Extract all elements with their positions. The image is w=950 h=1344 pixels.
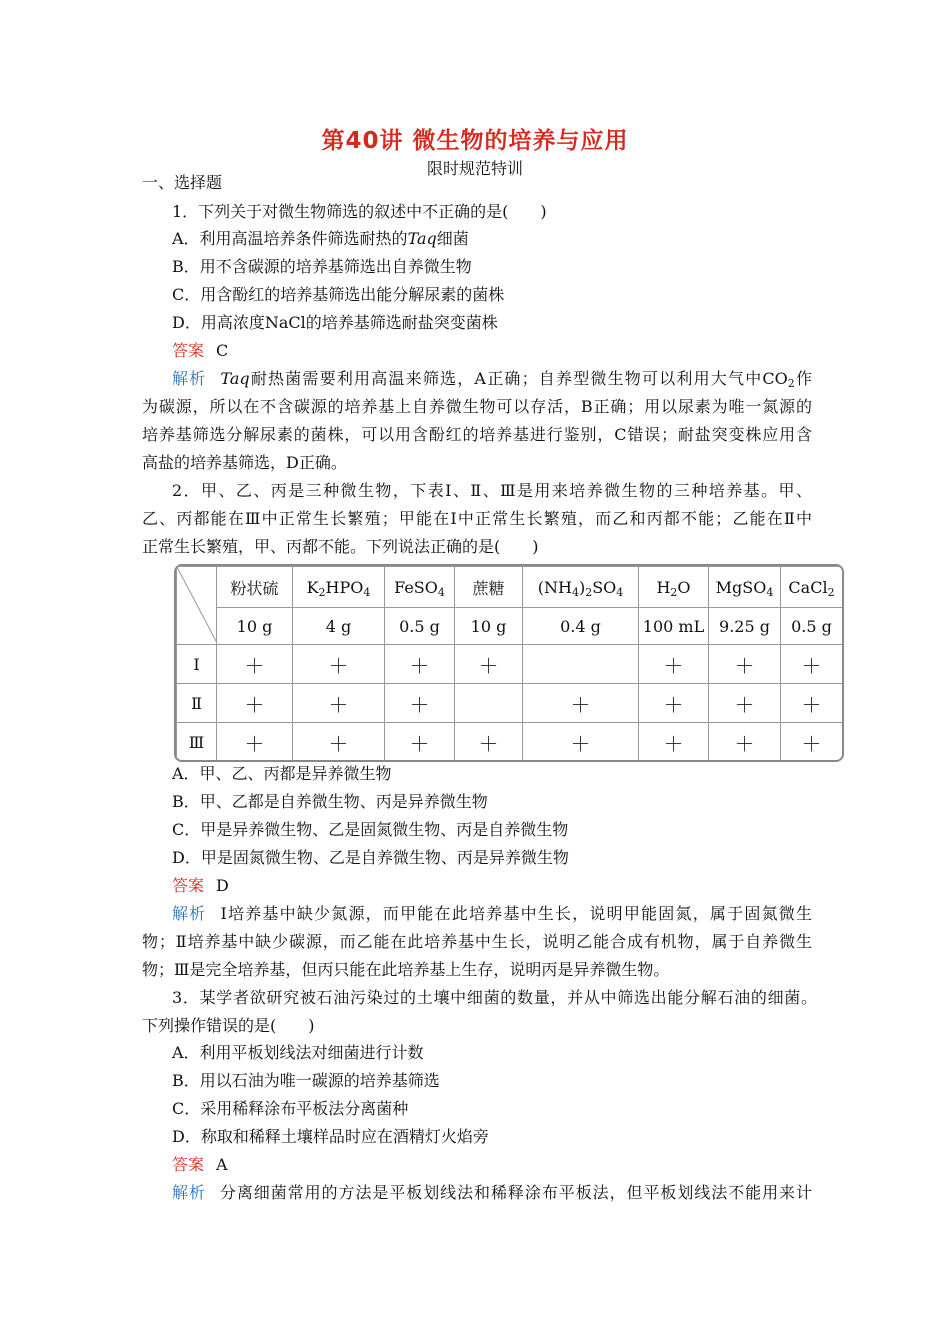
answer-label: 答案	[172, 876, 205, 895]
q1-explanation-line-2: 为碳源，所以在不含碳源的培养基上自养微生物可以存活，B正确；用以尿素为唯一氮源的	[142, 397, 812, 416]
amount-cell: 0.5 g	[781, 608, 843, 645]
table-corner-cell	[177, 567, 217, 645]
plus-cell: ＋	[293, 645, 385, 684]
amount-cell: 0.4 g	[523, 608, 639, 645]
plus-cell: ＋	[217, 645, 293, 684]
q2-stem-line-1: 2．甲、乙、丙是三种微生物，下表Ⅰ、Ⅱ、Ⅲ是用来培养微生物的三种培养基。甲、	[172, 481, 812, 500]
diagonal-line	[177, 567, 217, 643]
col-header-nh4-2so4: $(NH_4)_2SO_4$	[523, 567, 639, 608]
amount-cell: 9.25 g	[709, 608, 781, 645]
q2-option-a: A．甲、乙、丙都是异养微生物	[172, 764, 392, 783]
medium-table	[174, 564, 844, 762]
plus-cell: ＋	[709, 723, 781, 762]
row-header-2: Ⅱ	[177, 684, 217, 723]
table-row	[177, 645, 843, 684]
explanation-label: 解析	[172, 369, 207, 388]
plus-cell: ＋	[639, 684, 709, 723]
q3-option-a: A．利用平板划线法对细菌进行计数	[172, 1043, 424, 1062]
q1-explanation-line-3: 培养基筛选分解尿素的菌株，可以用含酚红的培养基进行鉴别，C错误；耐盐突变株应用含	[142, 425, 812, 444]
amount-cell: 0.5 g	[385, 608, 455, 645]
col-header-mgso4: MgSO$_4$	[709, 567, 781, 608]
q2-stem-line-3: 正常生长繁殖，甲、丙都不能。下列说法正确的是( )	[142, 537, 539, 556]
section-heading: 一、选择题	[142, 173, 223, 192]
q3-explanation-line-1: 解析 分离细菌常用的方法是平板划线法和稀释涂布平板法，但平板划线法不能用来计	[172, 1183, 812, 1202]
plus-cell: ＋	[293, 684, 385, 723]
q3-answer: 答案 A	[172, 1155, 228, 1174]
answer-label: 答案	[172, 1155, 205, 1174]
col-header-feso4: FeSO$_4$	[385, 567, 455, 608]
plus-cell: ＋	[385, 684, 455, 723]
row-header-3: Ⅲ	[177, 723, 217, 762]
plus-cell: ＋	[217, 723, 293, 762]
row-header-1: Ⅰ	[177, 645, 217, 684]
plus-cell: ＋	[523, 723, 639, 762]
q1-option-c: C．用含酚红的培养基筛选出能分解尿素的菌株	[172, 285, 505, 304]
q1-option-d: D．用高浓度NaCl的培养基筛选耐盐突变菌株	[172, 313, 498, 332]
plus-cell: ＋	[781, 684, 843, 723]
plus-cell: ＋	[385, 723, 455, 762]
q1-answer: 答案 C	[172, 341, 229, 360]
q1-option-b: B．用不含碳源的培养基筛选出自养微生物	[172, 257, 472, 276]
q2-explanation-line-2: 物；Ⅱ培养基中缺少碳源，而乙能在此培养基中生长，说明乙能合成有机物，属于自养微生	[142, 932, 812, 951]
plus-cell: ＋	[293, 723, 385, 762]
q3-stem-line-2: 下列操作错误的是( )	[142, 1016, 315, 1035]
plus-cell: ＋	[385, 645, 455, 684]
q1-explanation-line-4: 高盐的培养基筛选，D正确。	[142, 453, 347, 472]
page-title: 第40讲 微生物的培养与应用	[321, 128, 629, 154]
q3-option-c: C．采用稀释涂布平板法分离菌种	[172, 1099, 409, 1118]
amount-cell: 100 mL	[639, 608, 709, 645]
plus-cell: ＋	[455, 645, 523, 684]
plus-cell: ＋	[709, 684, 781, 723]
plus-cell: ＋	[217, 684, 293, 723]
amount-cell: 10 g	[455, 608, 523, 645]
col-header-sulfur: 粉状硫	[217, 567, 293, 608]
q1-stem: 1．下列关于对微生物筛选的叙述中不正确的是( )	[172, 202, 547, 221]
amount-cell: 10 g	[217, 608, 293, 645]
q1-option-a: A．利用高温培养条件筛选耐热的Taq细菌	[172, 229, 469, 248]
page-subtitle: 限时规范特训	[426, 159, 523, 178]
q3-option-b: B．用以石油为唯一碳源的培养基筛选	[172, 1071, 440, 1090]
col-header-k2hpo4: $K_2HPO_4$	[293, 567, 385, 608]
amount-cell: 4 g	[293, 608, 385, 645]
plus-cell: ＋	[709, 645, 781, 684]
empty-cell	[455, 684, 523, 723]
plus-cell: ＋	[781, 645, 843, 684]
col-header-h2o: $H_2O$	[639, 567, 709, 608]
table-row	[177, 723, 843, 762]
q3-stem-line-1: 3．某学者欲研究被石油污染过的土壤中细菌的数量，并从中筛选出能分解石油的细菌。	[172, 988, 817, 1007]
plus-cell: ＋	[639, 723, 709, 762]
answer-label: 答案	[172, 341, 205, 360]
plus-cell: ＋	[455, 723, 523, 762]
q2-option-d: D．甲是固氮微生物、乙是自养微生物、丙是异养微生物	[172, 848, 569, 867]
col-header-sucrose: 蔗糖	[455, 567, 523, 608]
empty-cell	[523, 645, 639, 684]
explanation-label: 解析	[172, 1183, 206, 1202]
q1-explanation-line-1: 解析 Taq耐热菌需要利用高温来筛选，A正确；自养型微生物可以利用大气中$CO_2$作	[172, 369, 812, 390]
q2-option-c: C．甲是异养微生物、乙是固氮微生物、丙是自养微生物	[172, 820, 569, 839]
plus-cell: ＋	[781, 723, 843, 762]
q2-explanation-line-1: 解析 Ⅰ培养基中缺少氮源，而甲能在此培养基中生长，说明甲能固氮，属于固氮微生	[172, 904, 812, 923]
q2-answer: 答案 D	[172, 876, 229, 895]
plus-cell: ＋	[639, 645, 709, 684]
col-header-cacl2: CaCl$_2$	[781, 567, 843, 608]
table-row	[177, 684, 843, 723]
q2-option-b: B．甲、乙都是自养微生物、丙是异养微生物	[172, 792, 488, 811]
q3-option-d: D．称取和稀释土壤样品时应在酒精灯火焰旁	[172, 1127, 489, 1146]
q2-explanation-line-3: 物；Ⅲ是完全培养基，但丙只能在此培养基上生存，说明丙是异养微生物。	[142, 960, 670, 979]
explanation-label: 解析	[172, 904, 207, 923]
plus-cell: ＋	[523, 684, 639, 723]
q2-stem-line-2: 乙、丙都能在Ⅲ中正常生长繁殖；甲能在Ⅰ中正常生长繁殖，而乙和丙都不能；乙能在Ⅱ中	[142, 509, 812, 528]
